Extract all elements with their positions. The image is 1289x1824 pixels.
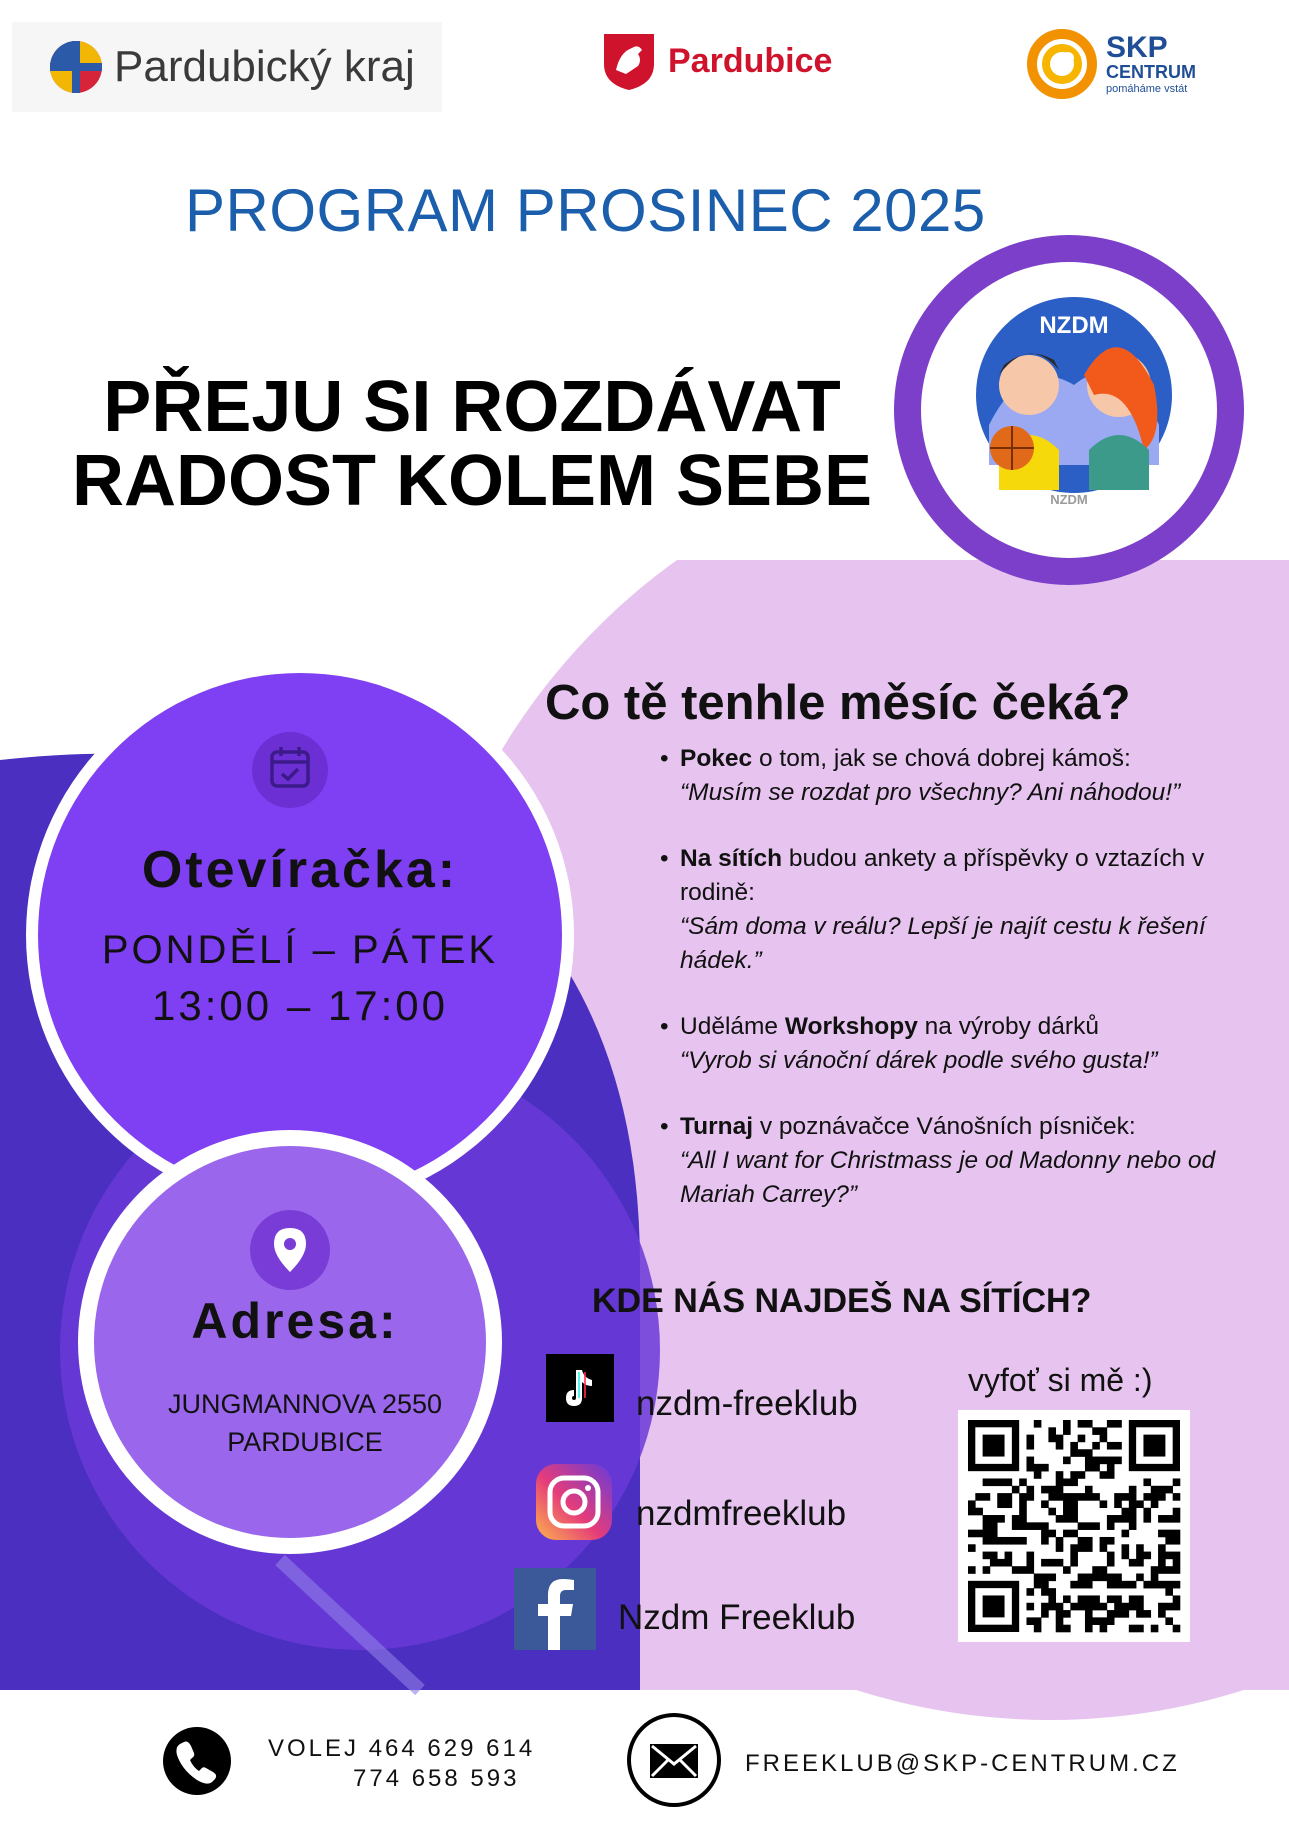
month-item-quote: “All I want for Christmass je od Madonny nebo od Mariah Carrey?” [680, 1147, 1216, 1208]
month-item-before: Uděláme [680, 1013, 785, 1040]
skp-logo-tagline: pomáháme vstát [1106, 83, 1188, 95]
month-item-text [680, 1110, 1250, 1144]
month-items-list [660, 742, 1250, 1244]
qr-code[interactable] [958, 1410, 1190, 1642]
skp-centrum-logo [1024, 26, 1196, 102]
month-item-text [680, 1010, 1250, 1044]
skp-swirl-icon [1024, 26, 1100, 102]
month-item-after: v poznávačce Vánošních písniček: [753, 1113, 1136, 1140]
badge-top-text: NZDM [1039, 312, 1109, 339]
month-item [660, 1010, 1250, 1078]
facebook-icon[interactable] [514, 1568, 596, 1650]
month-item-quote: “Sám doma v reálu? Lepší je najít cestu k řešení hádek.” [680, 913, 1206, 974]
headline-line1: PŘEJU SI ROZDÁVAT [103, 367, 841, 447]
month-item-bold: Turnaj [680, 1113, 754, 1140]
opening-days: PONDĚLÍ – PÁTEK [101, 928, 499, 972]
month-item-after: budou ankety a příspěvky o vztazích v rodině: [680, 845, 1205, 906]
opening-hours: 13:00 – 17:00 [152, 982, 448, 1029]
kraj-logo-text: Pardubický kraj [114, 42, 415, 91]
month-item [660, 742, 1250, 810]
program-title: PROGRAM PROSINEC 2025 [185, 177, 986, 244]
social-title: KDE NÁS NAJDEŠ NA SÍTÍCH? [592, 1282, 1092, 1320]
opening-title: Otevíračka: [141, 841, 459, 899]
address-title: Adresa: [191, 1293, 399, 1349]
month-item-text [680, 842, 1250, 910]
pardubicky-kraj-logo [12, 22, 442, 112]
month-title: Co tě tenhle měsíc čeká? [545, 676, 1131, 730]
tiktok-handle[interactable]: nzdm-freeklub [636, 1384, 858, 1423]
headline-line2: RADOST KOLEM SEBE [71, 441, 873, 521]
address-line1: JUNGMANNOVA 2550 [167, 1389, 443, 1419]
main-headline [62, 367, 882, 521]
pardubice-logo-text: Pardubice [668, 41, 833, 80]
address-text [100, 1385, 510, 1461]
footer-email[interactable]: FREEKLUB@SKP-CENTRUM.CZ [745, 1750, 1180, 1777]
badge-bottom-text: NZDM [1050, 492, 1088, 507]
month-item [660, 842, 1250, 978]
skp-logo-line1: SKP [1106, 31, 1168, 64]
month-item-quote: “Musím se rozdat pro všechny? Ani náhodou!” [680, 779, 1181, 806]
phone-icon[interactable] [162, 1726, 232, 1796]
month-item-bold: Pokec [680, 745, 753, 772]
address-line2: PARDUBICE [227, 1427, 383, 1457]
month-item [660, 1110, 1250, 1212]
footer-phone[interactable] [268, 1734, 535, 1794]
pardubice-logo [598, 30, 832, 92]
kraj-emblem-icon [48, 39, 104, 95]
nzdm-badge [894, 235, 1244, 585]
month-item-quote: “Vyrob si vánoční dárek podle svého gusta!” [680, 1047, 1158, 1074]
footer-phone-line2[interactable]: 774 658 593 [353, 1765, 520, 1792]
footer-phone-line1[interactable]: VOLEJ 464 629 614 [268, 1735, 536, 1762]
facebook-handle[interactable]: Nzdm Freeklub [618, 1598, 856, 1637]
pardubice-horse-emblem-icon [598, 30, 660, 92]
location-pin-icon [272, 1226, 308, 1274]
qr-label: vyfoť si mě :) [968, 1362, 1153, 1398]
instagram-icon[interactable] [534, 1462, 614, 1542]
month-item-after: na výroby dárků [917, 1013, 1099, 1040]
month-item-after: o tom, jak se chová dobrej kámoš: [752, 745, 1131, 772]
tiktok-icon[interactable] [546, 1354, 614, 1422]
month-item-text [680, 742, 1250, 776]
month-item-bold: Na sítích [680, 845, 783, 872]
mail-icon[interactable] [626, 1712, 722, 1808]
instagram-handle[interactable]: nzdmfreeklub [636, 1494, 847, 1533]
month-item-bold: Workshopy [784, 1013, 918, 1040]
calendar-icon [268, 744, 312, 790]
skp-logo-line2: CENTRUM [1106, 62, 1196, 82]
